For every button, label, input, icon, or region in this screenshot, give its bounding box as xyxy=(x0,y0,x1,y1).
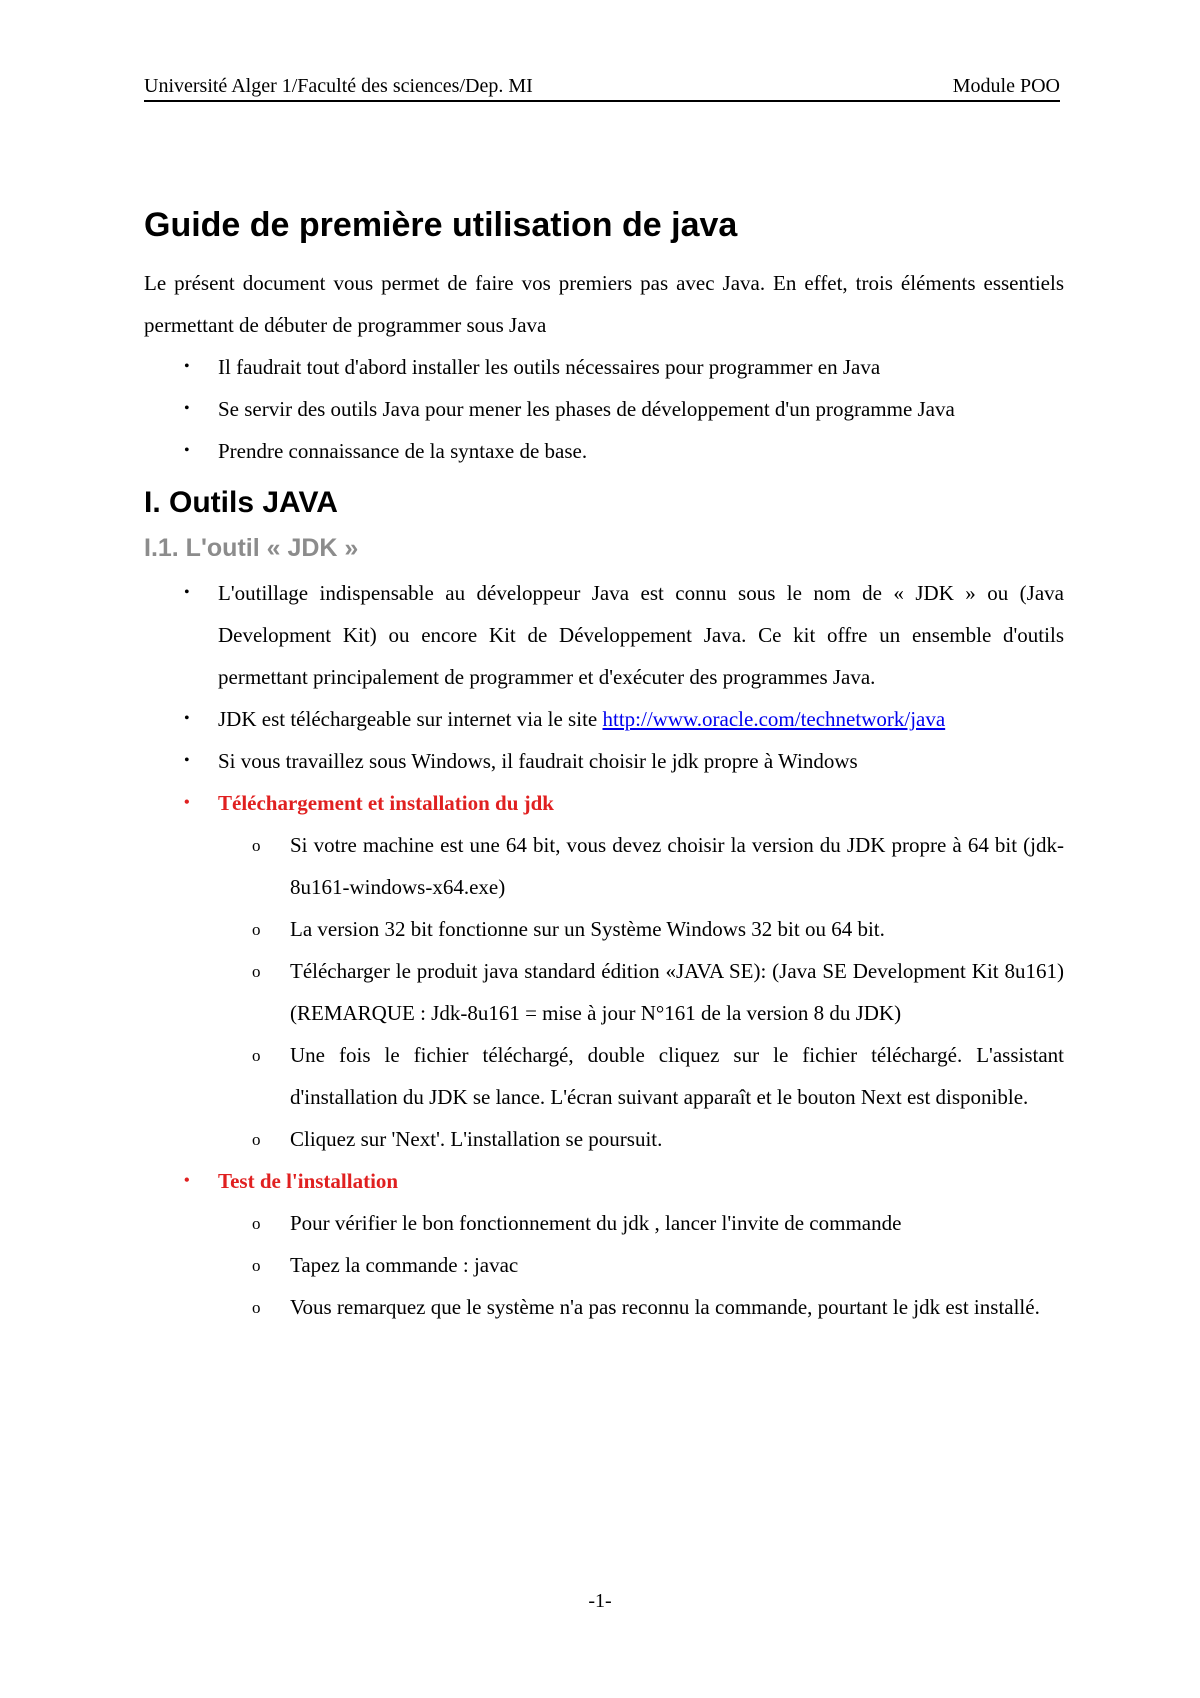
bullet-icon: • xyxy=(184,710,190,727)
document-title: Guide de première utilisation de java xyxy=(144,206,738,244)
bullet-icon: • xyxy=(184,400,190,417)
bullet-icon: • xyxy=(184,794,190,811)
list-item: o Vous remarquez que le système n'a pas reconnu la commande, pourtant le jdk est installé. xyxy=(144,1286,1064,1328)
document-body xyxy=(144,202,1064,1328)
page-number: -1- xyxy=(588,1590,612,1612)
list-item: o Tapez la commande : javac xyxy=(144,1244,1064,1286)
circle-bullet-icon: o xyxy=(252,836,261,855)
header-institution: Université Alger 1/Faculté des sciences/Dep. MI xyxy=(144,75,533,97)
page-header xyxy=(144,72,1060,102)
list-item: o Pour vérifier le bon fonctionnement du jdk , lancer l'invite de commande xyxy=(144,1202,1064,1244)
list-item-test xyxy=(144,1160,1064,1328)
bullet-icon: • xyxy=(184,584,190,601)
list-item: • JDK est téléchargeable sur internet via le site http://www.oracle.com/technetwork/java xyxy=(144,698,1064,740)
list-item: • Si vous travaillez sous Windows, il faudrait choisir le jdk propre à Windows xyxy=(144,740,1064,782)
test-heading: Test de l'installation xyxy=(218,1169,399,1193)
intro-paragraph: Le présent document vous permet de faire vos premiers pas avec Java. En effet, trois éléments essentiels permettant de débuter de programmer sous Java xyxy=(144,271,1064,337)
header-module: Module POO xyxy=(952,75,1060,97)
bullet-icon: • xyxy=(184,358,190,375)
circle-bullet-icon: o xyxy=(252,1214,261,1233)
circle-bullet-icon: o xyxy=(252,920,261,939)
circle-bullet-icon: o xyxy=(252,1256,261,1275)
jdk-list xyxy=(144,572,1064,1328)
subsection-title: I.1. L'outil « JDK » xyxy=(144,534,359,562)
list-item: o La version 32 bit fonctionne sur un Système Windows 32 bit ou 64 bit. xyxy=(144,908,1064,950)
circle-bullet-icon: o xyxy=(252,1046,261,1065)
list-item: • Il faudrait tout d'abord installer les outils nécessaires pour programmer en Java xyxy=(144,346,1064,388)
intro-list xyxy=(144,346,1064,472)
download-heading: Téléchargement et installation du jdk xyxy=(218,791,554,815)
list-item: o Cliquez sur 'Next'. L'installation se poursuit. xyxy=(144,1118,1064,1160)
bullet-icon: • xyxy=(184,752,190,769)
download-steps xyxy=(218,824,1064,1160)
bullet-icon: • xyxy=(184,442,190,459)
circle-bullet-icon: o xyxy=(252,1130,261,1149)
circle-bullet-icon: o xyxy=(252,962,261,981)
list-item: o Si votre machine est une 64 bit, vous devez choisir la version du JDK propre à 64 bit (jdk-8u161-windows-x64.exe) xyxy=(144,824,1064,908)
section-title: I. Outils JAVA xyxy=(144,486,338,519)
list-item: • Prendre connaissance de la syntaxe de base. xyxy=(144,430,1064,472)
oracle-link[interactable]: http://www.oracle.com/technetwork/java xyxy=(602,707,946,731)
list-item-download xyxy=(144,782,1064,1160)
test-steps xyxy=(218,1202,1064,1328)
list-item: • L'outillage indispensable au développeur Java est connu sous le nom de « JDK » ou (Java Development Kit) ou encore Kit de Développement Java. Ce kit offre un ensemble d'outils permettant principalement de programmer et d'exécuter des programmes Java. xyxy=(144,572,1064,698)
bullet-icon: • xyxy=(184,1172,190,1189)
list-item: • Se servir des outils Java pour mener les phases de développement d'un programme Java xyxy=(144,388,1064,430)
list-item: o Télécharger le produit java standard édition «JAVA SE): (Java SE Development Kit 8u161) (REMARQUE : Jdk-8u161 = mise à jour N°161 de la version 8 du JDK) xyxy=(144,950,1064,1034)
circle-bullet-icon: o xyxy=(252,1298,261,1317)
list-item: o Une fois le fichier téléchargé, double cliquez sur le fichier téléchargé. L'assistant d'installation du JDK se lance. L'écran suivant apparaît et le bouton Next est disponible. xyxy=(144,1034,1064,1118)
